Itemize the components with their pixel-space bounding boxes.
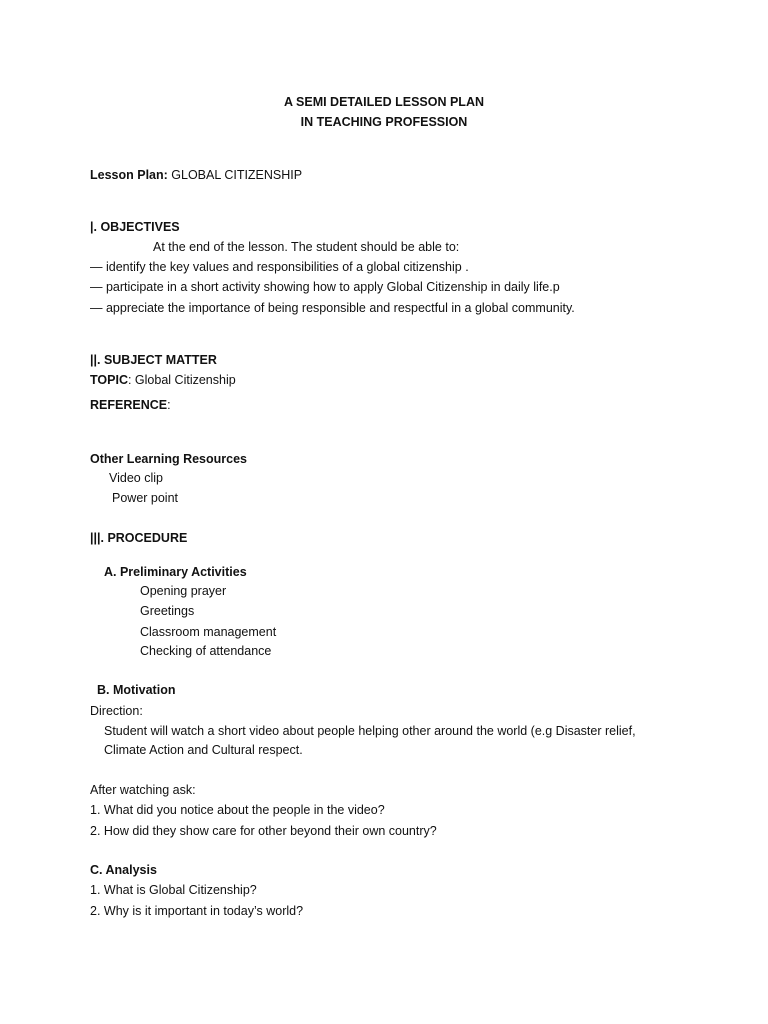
reference-line: [90, 397, 171, 413]
document-title-line-2: IN TEACHING PROFESSION: [300, 115, 468, 129]
objective-item: — identify the key values and responsibilities of a global citizenship .: [90, 260, 469, 274]
preliminary-item: Opening prayer: [140, 584, 227, 598]
analysis-question: 2. Why is it important in today’s world?: [90, 904, 304, 918]
procedure-heading: |||. PROCEDURE: [90, 531, 188, 545]
preliminary-item: Checking of attendance: [140, 644, 272, 658]
after-watching-label: After watching ask:: [90, 783, 196, 797]
preliminary-item: Classroom management: [140, 625, 277, 639]
lesson-plan-line: [90, 167, 302, 183]
preliminary-item: Greetings: [140, 604, 195, 618]
lesson-plan-label: Lesson Plan:: [90, 168, 168, 182]
direction-label: Direction:: [90, 704, 143, 718]
motivation-heading: B. Motivation: [97, 683, 176, 697]
objectives-intro: At the end of the lesson. The student should be able to:: [153, 240, 460, 254]
resource-item: Video clip: [109, 471, 163, 485]
reference-value: :: [167, 398, 171, 412]
resources-heading: Other Learning Resources: [90, 452, 247, 466]
topic-line: [90, 372, 236, 388]
reference-label: REFERENCE: [90, 398, 168, 412]
direction-text: Climate Action and Cultural respect.: [104, 743, 303, 757]
document-title-line-1: A SEMI DETAILED LESSON PLAN: [283, 95, 484, 109]
analysis-heading: C. Analysis: [90, 863, 157, 877]
direction-text: Student will watch a short video about people helping other around the world (e.g Disaster relief,: [104, 724, 636, 738]
motivation-question: 1. What did you notice about the people in the video?: [90, 803, 385, 817]
topic-label: TOPIC: [90, 373, 128, 387]
objective-item: — participate in a short activity showing how to apply Global Citizenship in daily life.p: [90, 280, 560, 294]
subject-matter-heading: ||. SUBJECT MATTER: [90, 353, 217, 367]
preliminary-heading: A. Preliminary Activities: [104, 565, 247, 579]
objective-item: — appreciate the importance of being responsible and respectful in a global community.: [90, 301, 575, 315]
objectives-heading: |. OBJECTIVES: [90, 220, 180, 234]
lesson-plan-value: GLOBAL CITIZENSHIP: [171, 168, 303, 182]
motivation-question: 2. How did they show care for other beyond their own country?: [90, 824, 437, 838]
topic-value: : Global Citizenship: [127, 373, 236, 387]
resource-item: Power point: [112, 491, 179, 505]
analysis-question: 1. What is Global Citizenship?: [90, 883, 257, 897]
